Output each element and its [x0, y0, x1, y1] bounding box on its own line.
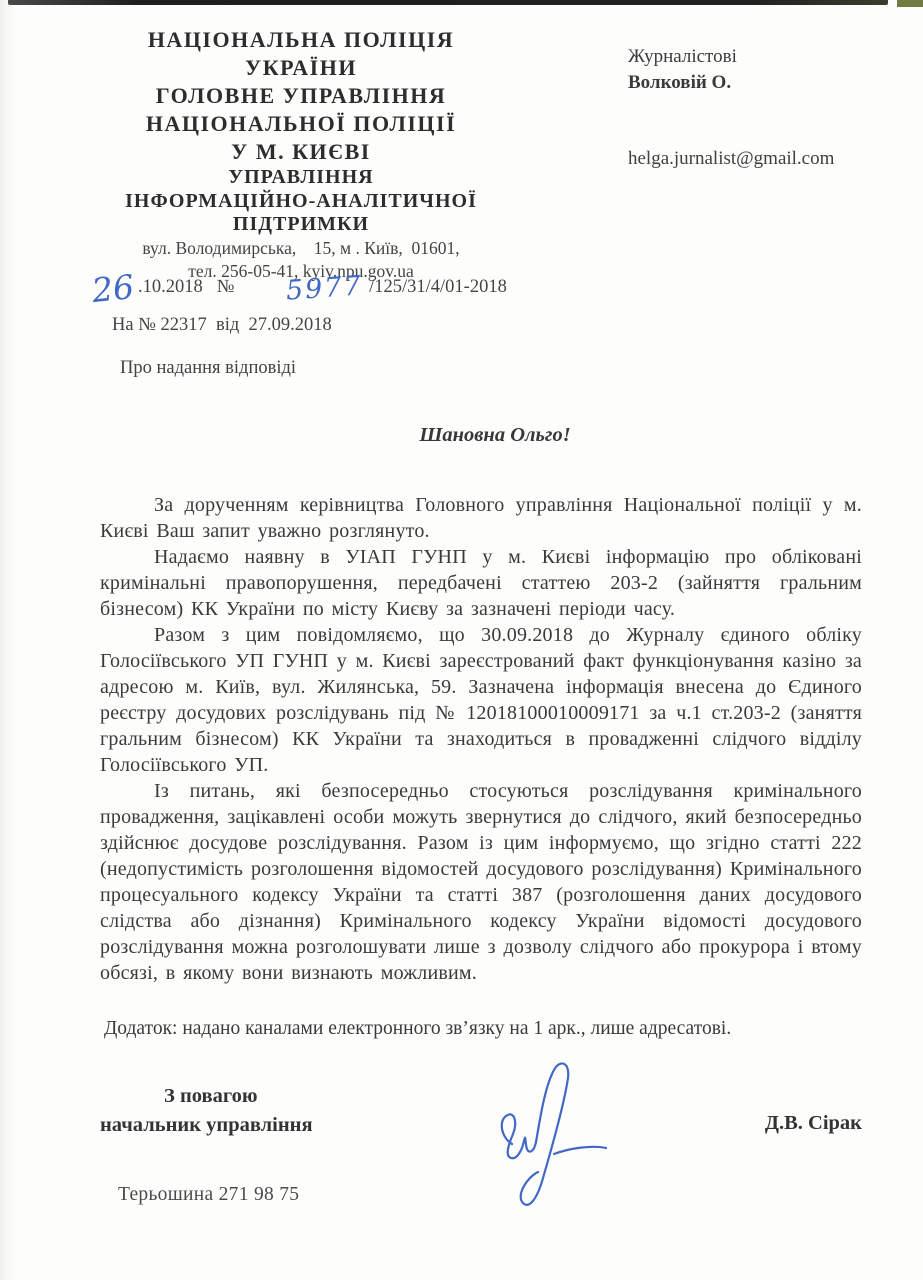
signoff-block — [100, 1082, 313, 1140]
org-name-line: НАЦІОНАЛЬНА ПОЛІЦІЯ — [147, 27, 455, 52]
outgoing-number-suffix: /125/31/4/01-2018 — [369, 276, 507, 297]
dept-name-line: ПІДТРИМКИ — [232, 213, 370, 235]
scan-artifact-top-edge — [8, 0, 888, 5]
org-name-line: УКРАЇНИ — [245, 55, 357, 80]
scan-artifact-left-shade — [0, 0, 14, 1280]
handwritten-signature-icon — [478, 1058, 628, 1228]
dept-name-line: УПРАВЛІННЯ — [228, 166, 374, 188]
scan-artifact-corner-mark — [897, 0, 923, 7]
handwritten-date-day: 26 — [90, 266, 136, 310]
salutation: Шановна Ольго! — [419, 424, 571, 446]
body-paragraph: Надаємо наявну в УІАП ГУНП у м. Києві інформацію про обліковані кримінальні правопорушення, передбачені статтею 203-2 (зайняття гральним бізнесом) КК України по місту Києву за зазначені періоди часу. — [100, 546, 862, 620]
addressee-email: helga.jurnalist@gmail.com — [628, 148, 835, 169]
org-name-line: У М. КИЄВІ — [231, 139, 371, 164]
org-address-line: вул. Володимирська, 15, м . Київ, 01601, — [142, 237, 460, 258]
addressee-name: Волковій О. — [628, 72, 732, 93]
letter-body — [100, 492, 862, 986]
org-phone-line: тел. 256-05-41, kyiv.npu.gov.ua — [188, 260, 414, 281]
dept-name-line: ІНФОРМАЦІЙНО-АНАЛІТИЧНОЇ — [125, 189, 477, 212]
subject-line: Про надання відповіді — [120, 358, 297, 378]
body-paragraph: Із питань, які безпосередньо стосуються розслідування кримінального провадження, зацікавлені особи можуть звернутися до слідчого, який безпосередньо здійснює досудове розслідування. Разом із цим інформуємо, що згідно статті 222 (недопустимість розголошення відомостей досудового розслідування) Кримінального процесуального кодексу України та статті 387 (розголошення даних досудового слідства або дізнання) Кримінального кодексу України відомості досудового розслідування можна розголошувати лише з дозволу слідчого або прокурора і втому обсязі, в якому вони визнають можливим. — [100, 780, 862, 984]
signer-name: Д.В. Сірак — [764, 1112, 862, 1134]
signoff-position: начальник управління — [100, 1114, 313, 1136]
org-name-line: НАЦІОНАЛЬНОЇ ПОЛІЦІЇ — [145, 111, 457, 136]
outgoing-date: .10.2018 — [138, 276, 203, 297]
handwritten-outgoing-number: 5977 — [285, 269, 365, 307]
letterhead — [70, 26, 532, 336]
addressee-block — [628, 44, 908, 172]
attachment-note: Додаток: надано каналами електронного зв’язку на 1 арк., лише адресатові. — [104, 1018, 732, 1039]
body-paragraph: За дорученням керівництва Головного управління Національної поліції у м. Києві Ваш запит уважно розглянуто. — [100, 494, 862, 542]
addressee-role: Журналістові — [628, 46, 737, 67]
body-paragraph: Разом з цим повідомляємо, що 30.09.2018 до Журналу єдиного обліку Голосіївського УП ГУНП у м. Києві зареєстрований факт функціонування казіно за адресою м. Київ, вул. Жилянська, 59. Зазначена інформація внесена до Єдиного реєстру досудових розслідувань під № 12018100010009171 за ч.1 ст.203-2 (заняття гральним бізнесом) КК України та знаходиться в провадженні слідчого відділу Голосіївського УП. — [100, 624, 862, 776]
executor-contact: Терьошина 271 98 75 — [118, 1184, 300, 1205]
org-name-line: ГОЛОВНЕ УПРАВЛІННЯ — [155, 83, 447, 108]
number-sign-label: № — [216, 276, 235, 297]
signoff-regards: З повагою — [164, 1085, 258, 1107]
incoming-ref-line: На № 22317 від 27.09.2018 — [112, 314, 332, 335]
